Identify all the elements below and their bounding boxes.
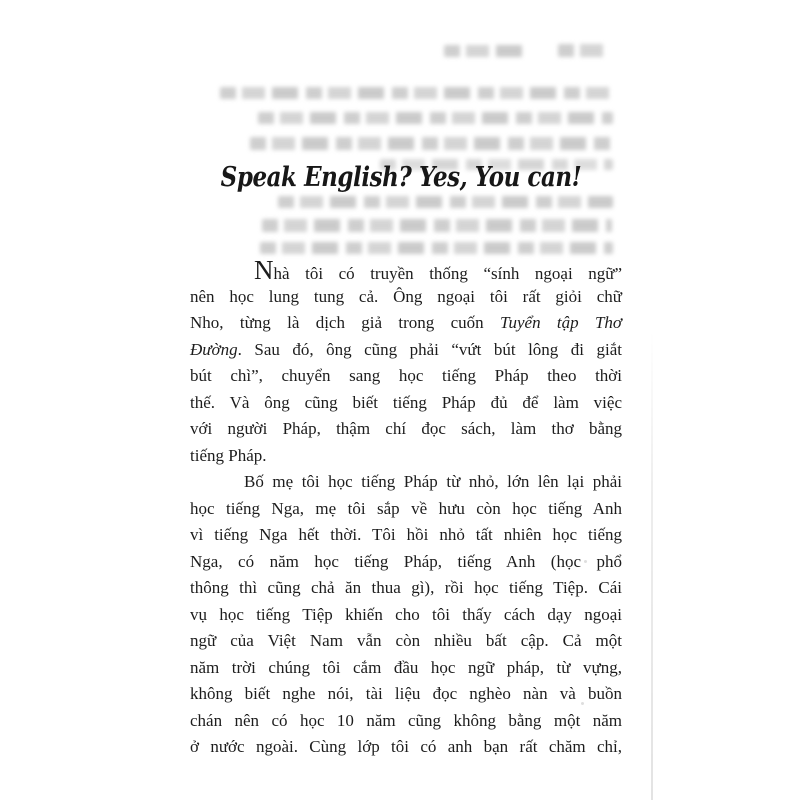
text-segment: Bố mẹ tôi học tiếng Pháp từ nhỏ, lớn lên lại phải: [244, 472, 622, 491]
text-segment: nên học lung tung cả. Ông ngoại tôi rất giỏi chữ: [190, 286, 622, 306]
text-line: [190, 602, 622, 629]
text-line: [190, 681, 622, 708]
text-line: [190, 284, 622, 311]
text-segment: ngữ của Việt Nam vẫn còn nhiều bất cập. Cả một: [190, 631, 622, 650]
bleedthrough-line: [250, 137, 613, 150]
text-segment: Nho, từng là dịch giả trong cuốn: [190, 313, 500, 332]
text-segment: . Sau đó, ông cũng phải “vứt bút lông đi giắt: [237, 339, 622, 359]
text-line: [190, 575, 622, 602]
bleedthrough-header: [444, 45, 529, 57]
text-line: [190, 416, 622, 443]
book-title-italic: Đường: [190, 339, 238, 359]
text-line: [190, 628, 622, 655]
text-segment: học tiếng Nga, mẹ tôi sắp về hưu còn học tiếng Anh: [190, 498, 622, 518]
scan-noise-speck: [584, 560, 587, 563]
text-segment: không biết nghe nói, tài liệu đọc nghèo nàn và buồn: [190, 684, 622, 703]
bleedthrough-line: [220, 87, 613, 99]
page-fold-shadow: [651, 330, 653, 800]
text-segment: hà tôi có truyền thống “sính ngoại ngữ”: [273, 264, 622, 283]
book-title-italic: Tuyển tập Thơ: [499, 313, 622, 332]
text-segment: vụ học tiếng Tiệp khiến cho tôi thấy cách dạy ngoại: [190, 604, 622, 624]
text-line: [190, 363, 622, 390]
text-segment: vì tiếng Nga hết thời. Tôi hồi nhỏ tất nhiên học tiếng: [190, 525, 622, 544]
scan-noise-speck: [581, 702, 584, 705]
scan-noise-speck: [589, 616, 593, 619]
text-segment: thông thì cũng chả ăn thua gì), rồi học tiếng Tiệp. Cái: [190, 578, 622, 597]
text-segment: ở nước ngoài. Cùng lớp tôi có anh bạn rất chăm chỉ,: [190, 737, 622, 756]
body-text: [190, 257, 622, 761]
text-line: [190, 443, 622, 470]
text-segment: bút chì”, chuyển sang học tiếng Pháp theo thời: [190, 366, 622, 385]
bleedthrough-line: [258, 112, 613, 124]
bleedthrough-header: [558, 44, 606, 57]
initial-capital: N: [254, 255, 274, 285]
text-line: [190, 734, 622, 761]
bleedthrough-line: [260, 242, 613, 254]
text-segment: Nga, có năm học tiếng Pháp, tiếng Anh (học phổ: [190, 551, 622, 571]
text-segment: tiếng Pháp.: [190, 445, 267, 465]
text-line: [190, 257, 622, 284]
text-segment: chán nên có học 10 năm cũng không bằng một năm: [190, 710, 622, 730]
text-line: [190, 310, 622, 337]
text-line: [190, 549, 622, 576]
text-line: [190, 655, 622, 682]
text-line: [190, 522, 622, 549]
text-segment: thế. Và ông cũng biết tiếng Pháp đủ để làm việc: [190, 392, 622, 412]
text-line: [190, 496, 622, 523]
text-line: [190, 469, 622, 496]
text-line: [190, 390, 622, 417]
bleedthrough-line: [262, 219, 612, 232]
text-segment: với người Pháp, thậm chí đọc sách, làm thơ bằng: [190, 419, 622, 438]
text-segment: năm trời chúng tôi cắm đầu học ngữ pháp, từ vựng,: [190, 657, 622, 677]
bleedthrough-line: [278, 196, 613, 208]
text-line: [190, 337, 622, 364]
text-line: [190, 708, 622, 735]
chapter-title: Speak English? Yes, You can!: [220, 162, 582, 193]
